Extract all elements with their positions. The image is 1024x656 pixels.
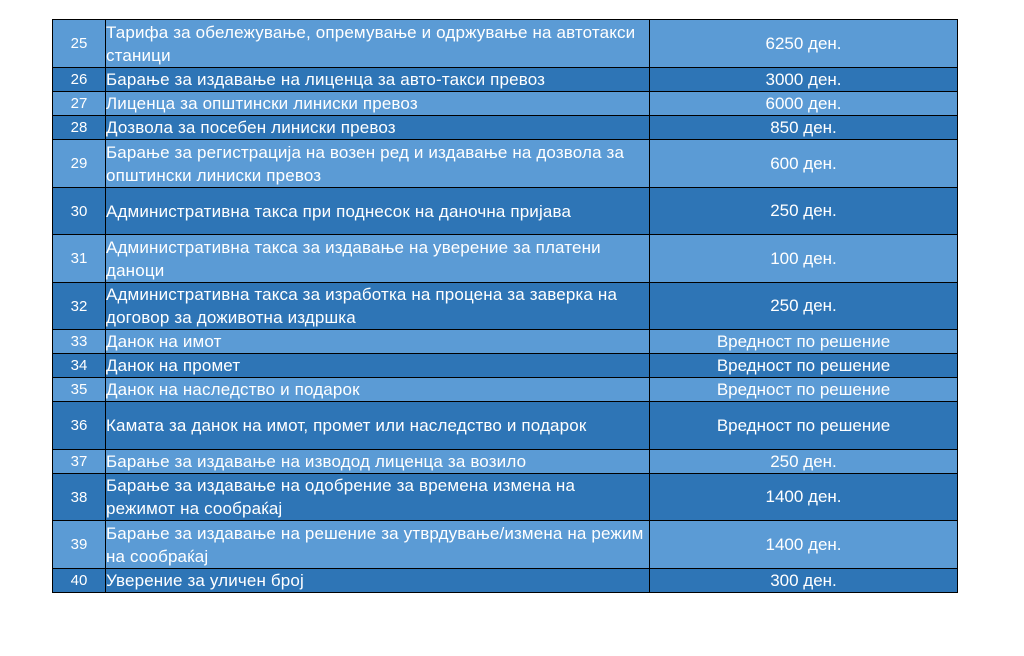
table-row — [53, 402, 958, 450]
row-description: Камата за данок на имот, промет или наследство и подарок — [106, 402, 650, 450]
row-price: 850 ден. — [650, 116, 958, 140]
row-price: 250 ден. — [650, 450, 958, 474]
row-description: Административна такса при поднесок на даночна пријава — [106, 188, 650, 235]
row-number: 35 — [53, 378, 106, 402]
row-description: Административна такса за изработка на процена за заверка на договор за доживотна издршка — [106, 283, 650, 330]
table-row — [53, 20, 958, 68]
row-price: 6250 ден. — [650, 20, 958, 68]
table-row — [53, 569, 958, 593]
table-row — [53, 235, 958, 283]
row-description: Барање за издавање на одобрение за времена измена на режимот на сообраќај — [106, 474, 650, 521]
row-price: 300 ден. — [650, 569, 958, 593]
row-description: Лиценца за општински линиски превоз — [106, 92, 650, 116]
row-price: 3000 ден. — [650, 68, 958, 92]
row-description: Дозвола за посебен линиски превоз — [106, 116, 650, 140]
table-row — [53, 92, 958, 116]
row-price: 600 ден. — [650, 140, 958, 188]
table-row — [53, 474, 958, 521]
row-price: Вредност по решение — [650, 402, 958, 450]
table-row — [53, 283, 958, 330]
row-number: 27 — [53, 92, 106, 116]
table-row — [53, 330, 958, 354]
table-row — [53, 354, 958, 378]
table-row — [53, 140, 958, 188]
row-number: 28 — [53, 116, 106, 140]
fees-table-body — [53, 20, 958, 593]
row-number: 37 — [53, 450, 106, 474]
row-number: 25 — [53, 20, 106, 68]
row-price: Вредност по решение — [650, 330, 958, 354]
row-description: Барање за регистрација на возен ред и издавање на дозвола за општински линиски превоз — [106, 140, 650, 188]
row-price: 6000 ден. — [650, 92, 958, 116]
table-row — [53, 521, 958, 569]
row-price: 100 ден. — [650, 235, 958, 283]
table-row — [53, 188, 958, 235]
row-number: 30 — [53, 188, 106, 235]
fees-table — [52, 19, 958, 593]
row-description: Тарифа за обележување, опремување и одржување на автотакси станици — [106, 20, 650, 68]
row-number: 29 — [53, 140, 106, 188]
row-number: 36 — [53, 402, 106, 450]
row-description: Данок на наследство и подарок — [106, 378, 650, 402]
row-price: 250 ден. — [650, 283, 958, 330]
row-number: 39 — [53, 521, 106, 569]
row-number: 32 — [53, 283, 106, 330]
row-number: 26 — [53, 68, 106, 92]
table-row — [53, 450, 958, 474]
row-description: Барање за издавање на лиценца за авто-такси превоз — [106, 68, 650, 92]
row-number: 40 — [53, 569, 106, 593]
table-row — [53, 116, 958, 140]
row-price: 1400 ден. — [650, 474, 958, 521]
row-price: Вредност по решение — [650, 354, 958, 378]
row-number: 33 — [53, 330, 106, 354]
row-price: Вредност по решение — [650, 378, 958, 402]
row-description: Данок на имот — [106, 330, 650, 354]
row-description: Барање за издавање на решение за утврдување/измена на режим на сообраќај — [106, 521, 650, 569]
row-price: 250 ден. — [650, 188, 958, 235]
row-description: Уверение за уличен број — [106, 569, 650, 593]
row-price: 1400 ден. — [650, 521, 958, 569]
row-description: Административна такса за издавање на уверение за платени даноци — [106, 235, 650, 283]
row-number: 34 — [53, 354, 106, 378]
table-row — [53, 378, 958, 402]
row-description: Данок на промет — [106, 354, 650, 378]
row-number: 38 — [53, 474, 106, 521]
table-row — [53, 68, 958, 92]
row-number: 31 — [53, 235, 106, 283]
row-description: Барање за издавање на изводод лиценца за возило — [106, 450, 650, 474]
